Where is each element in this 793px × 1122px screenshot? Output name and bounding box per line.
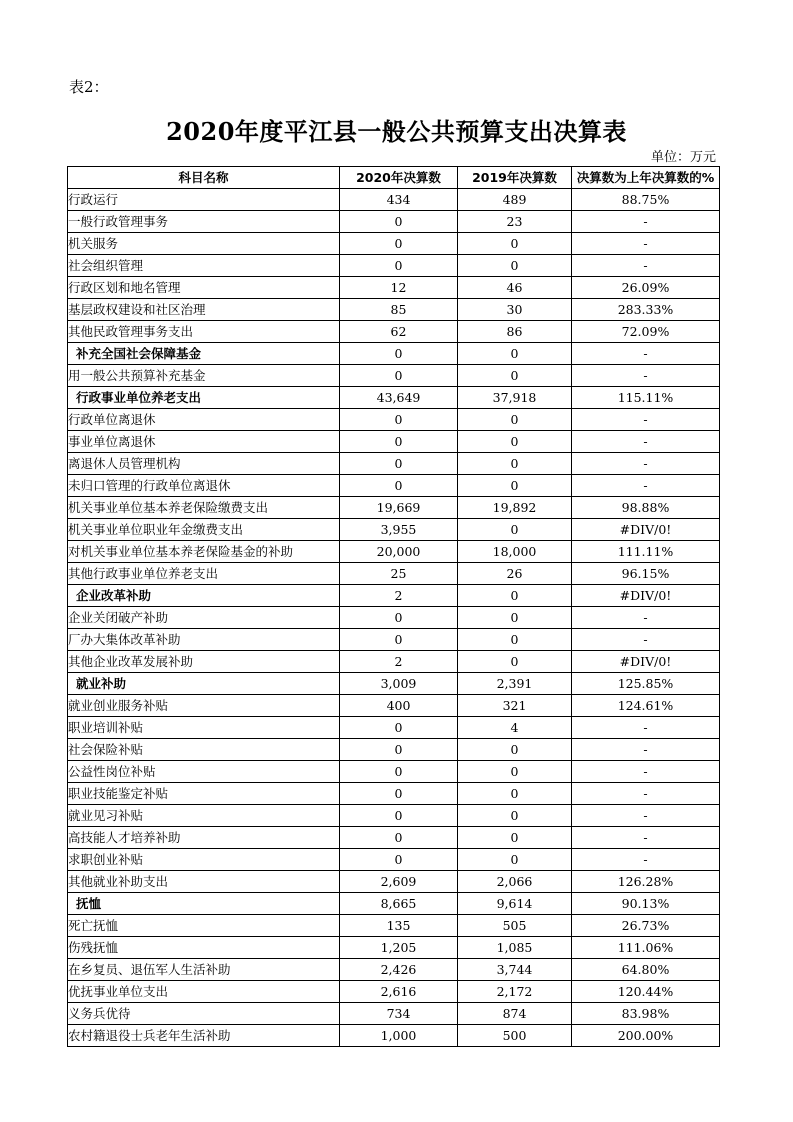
- subject-cell: 行政单位离退休: [68, 409, 340, 431]
- table-row: [68, 189, 720, 211]
- amount-2019-cell: 0: [458, 365, 572, 387]
- subject-cell: 行政运行: [68, 189, 340, 211]
- subject-cell: 行政区划和地名管理: [68, 277, 340, 299]
- amount-2019-cell: 489: [458, 189, 572, 211]
- subject-cell: 优抚事业单位支出: [68, 981, 340, 1003]
- amount-2020-cell: 0: [340, 255, 458, 277]
- ratio-cell: #DIV/0!: [572, 651, 720, 673]
- table-row: [68, 761, 720, 783]
- amount-2019-cell: 0: [458, 607, 572, 629]
- amount-2020-cell: 0: [340, 805, 458, 827]
- amount-2019-cell: 874: [458, 1003, 572, 1025]
- ratio-cell: 283.33%: [572, 299, 720, 321]
- ratio-cell: -: [572, 255, 720, 277]
- table-row: [68, 717, 720, 739]
- amount-2020-cell: 2,609: [340, 871, 458, 893]
- amount-2019-cell: 1,085: [458, 937, 572, 959]
- amount-2020-cell: 0: [340, 343, 458, 365]
- table-row: [68, 783, 720, 805]
- subject-cell: 社会组织管理: [68, 255, 340, 277]
- ratio-cell: 111.06%: [572, 937, 720, 959]
- subject-cell: 其他行政事业单位养老支出: [68, 563, 340, 585]
- ratio-cell: #DIV/0!: [572, 519, 720, 541]
- subject-cell: 其他就业补助支出: [68, 871, 340, 893]
- table-row: [68, 497, 720, 519]
- ratio-cell: 88.75%: [572, 189, 720, 211]
- table-row: [68, 1025, 720, 1047]
- amount-2019-cell: 0: [458, 233, 572, 255]
- amount-2020-cell: 734: [340, 1003, 458, 1025]
- amount-2020-cell: 25: [340, 563, 458, 585]
- amount-2019-cell: 0: [458, 519, 572, 541]
- table-row: [68, 541, 720, 563]
- amount-2019-cell: 0: [458, 827, 572, 849]
- subject-cell: 就业见习补贴: [68, 805, 340, 827]
- subject-cell: 义务兵优待: [68, 1003, 340, 1025]
- ratio-cell: -: [572, 849, 720, 871]
- ratio-cell: -: [572, 211, 720, 233]
- table-row: [68, 937, 720, 959]
- ratio-cell: -: [572, 409, 720, 431]
- amount-2020-cell: 12: [340, 277, 458, 299]
- column-header-ratio: 决算数为上年决算数的%: [572, 167, 720, 189]
- amount-2020-cell: 19,669: [340, 497, 458, 519]
- table-header-row: [68, 167, 720, 189]
- ratio-cell: 83.98%: [572, 1003, 720, 1025]
- table-row: [68, 431, 720, 453]
- subject-cell: 职业培训补贴: [68, 717, 340, 739]
- ratio-cell: -: [572, 761, 720, 783]
- amount-2019-cell: 2,391: [458, 673, 572, 695]
- amount-2019-cell: 0: [458, 453, 572, 475]
- ratio-cell: -: [572, 233, 720, 255]
- ratio-cell: -: [572, 431, 720, 453]
- amount-2020-cell: 0: [340, 409, 458, 431]
- ratio-cell: -: [572, 783, 720, 805]
- table-category-row: [68, 893, 720, 915]
- subject-cell: 高技能人才培养补助: [68, 827, 340, 849]
- amount-2020-cell: 43,649: [340, 387, 458, 409]
- ratio-cell: -: [572, 717, 720, 739]
- ratio-cell: 111.11%: [572, 541, 720, 563]
- subject-cell: 机关事业单位基本养老保险缴费支出: [68, 497, 340, 519]
- budget-table: [67, 166, 720, 1047]
- subject-cell: 离退休人员管理机构: [68, 453, 340, 475]
- ratio-cell: -: [572, 453, 720, 475]
- amount-2019-cell: 4: [458, 717, 572, 739]
- table-row: [68, 277, 720, 299]
- subject-cell: 其他民政管理事务支出: [68, 321, 340, 343]
- amount-2019-cell: 86: [458, 321, 572, 343]
- amount-2019-cell: 0: [458, 849, 572, 871]
- table-row: [68, 211, 720, 233]
- table-row: [68, 981, 720, 1003]
- table-category-row: [68, 585, 720, 607]
- table-row: [68, 739, 720, 761]
- table-row: [68, 695, 720, 717]
- subject-cell: 未归口管理的行政单位离退休: [68, 475, 340, 497]
- amount-2020-cell: 85: [340, 299, 458, 321]
- amount-2019-cell: 30: [458, 299, 572, 321]
- subject-cell: 企业改革补助: [68, 585, 340, 607]
- amount-2020-cell: 0: [340, 607, 458, 629]
- amount-2020-cell: 62: [340, 321, 458, 343]
- table-row: [68, 805, 720, 827]
- amount-2020-cell: 0: [340, 827, 458, 849]
- subject-cell: 就业创业服务补贴: [68, 695, 340, 717]
- amount-2020-cell: 0: [340, 783, 458, 805]
- ratio-cell: 72.09%: [572, 321, 720, 343]
- subject-cell: 事业单位离退休: [68, 431, 340, 453]
- amount-2019-cell: 37,918: [458, 387, 572, 409]
- table-row: [68, 563, 720, 585]
- subject-cell: 农村籍退役士兵老年生活补助: [68, 1025, 340, 1047]
- subject-cell: 基层政权建设和社区治理: [68, 299, 340, 321]
- amount-2019-cell: 0: [458, 739, 572, 761]
- amount-2020-cell: 0: [340, 365, 458, 387]
- column-header-2020: 2020年决算数: [340, 167, 458, 189]
- subject-cell: 伤残抚恤: [68, 937, 340, 959]
- amount-2019-cell: 23: [458, 211, 572, 233]
- amount-2020-cell: 3,009: [340, 673, 458, 695]
- ratio-cell: -: [572, 739, 720, 761]
- table-row: [68, 409, 720, 431]
- subject-cell: 用一般公共预算补充基金: [68, 365, 340, 387]
- amount-2020-cell: 0: [340, 717, 458, 739]
- amount-2020-cell: 434: [340, 189, 458, 211]
- ratio-cell: 115.11%: [572, 387, 720, 409]
- ratio-cell: -: [572, 343, 720, 365]
- subject-cell: 职业技能鉴定补贴: [68, 783, 340, 805]
- column-header-subject: 科目名称: [68, 167, 340, 189]
- amount-2019-cell: 0: [458, 409, 572, 431]
- ratio-cell: #DIV/0!: [572, 585, 720, 607]
- amount-2019-cell: 19,892: [458, 497, 572, 519]
- amount-2019-cell: 18,000: [458, 541, 572, 563]
- amount-2020-cell: 0: [340, 475, 458, 497]
- ratio-cell: -: [572, 827, 720, 849]
- amount-2020-cell: 0: [340, 233, 458, 255]
- amount-2019-cell: 0: [458, 255, 572, 277]
- table-row: [68, 255, 720, 277]
- table-row: [68, 849, 720, 871]
- amount-2020-cell: 3,955: [340, 519, 458, 541]
- ratio-cell: -: [572, 365, 720, 387]
- subject-cell: 公益性岗位补贴: [68, 761, 340, 783]
- table-row: [68, 915, 720, 937]
- table-row: [68, 475, 720, 497]
- amount-2019-cell: 3,744: [458, 959, 572, 981]
- amount-2019-cell: 0: [458, 783, 572, 805]
- table-row: [68, 871, 720, 893]
- page-title: 2020年度平江县一般公共预算支出决算表: [166, 117, 627, 146]
- subject-cell: 就业补助: [68, 673, 340, 695]
- amount-2019-cell: 0: [458, 629, 572, 651]
- amount-2020-cell: 0: [340, 739, 458, 761]
- table-category-row: [68, 673, 720, 695]
- amount-2019-cell: 0: [458, 343, 572, 365]
- amount-2020-cell: 2,616: [340, 981, 458, 1003]
- subject-cell: 机关服务: [68, 233, 340, 255]
- amount-2019-cell: 500: [458, 1025, 572, 1047]
- table-row: [68, 629, 720, 651]
- table-row: [68, 453, 720, 475]
- ratio-cell: 200.00%: [572, 1025, 720, 1047]
- subject-cell: 求职创业补贴: [68, 849, 340, 871]
- ratio-cell: 26.09%: [572, 277, 720, 299]
- amount-2020-cell: 0: [340, 431, 458, 453]
- amount-2019-cell: 0: [458, 805, 572, 827]
- ratio-cell: 64.80%: [572, 959, 720, 981]
- ratio-cell: 90.13%: [572, 893, 720, 915]
- amount-2020-cell: 0: [340, 761, 458, 783]
- table-row: [68, 959, 720, 981]
- subject-cell: 补充全国社会保障基金: [68, 343, 340, 365]
- ratio-cell: 98.88%: [572, 497, 720, 519]
- table-row: [68, 233, 720, 255]
- amount-2020-cell: 0: [340, 629, 458, 651]
- table-row: [68, 299, 720, 321]
- table-row: [68, 1003, 720, 1025]
- subject-cell: 其他企业改革发展补助: [68, 651, 340, 673]
- subject-cell: 在乡复员、退伍军人生活补助: [68, 959, 340, 981]
- ratio-cell: 124.61%: [572, 695, 720, 717]
- amount-2019-cell: 0: [458, 585, 572, 607]
- table-row: [68, 607, 720, 629]
- amount-2019-cell: 26: [458, 563, 572, 585]
- amount-2019-cell: 321: [458, 695, 572, 717]
- table-category-row: [68, 387, 720, 409]
- amount-2019-cell: 2,172: [458, 981, 572, 1003]
- table-row: [68, 827, 720, 849]
- amount-2019-cell: 0: [458, 761, 572, 783]
- subject-cell: 企业关闭破产补助: [68, 607, 340, 629]
- table-row: [68, 365, 720, 387]
- subject-cell: 对机关事业单位基本养老保险基金的补助: [68, 541, 340, 563]
- amount-2019-cell: 0: [458, 475, 572, 497]
- table-row: [68, 519, 720, 541]
- column-header-2019: 2019年决算数: [458, 167, 572, 189]
- amount-2019-cell: 505: [458, 915, 572, 937]
- ratio-cell: 125.85%: [572, 673, 720, 695]
- ratio-cell: -: [572, 475, 720, 497]
- ratio-cell: 26.73%: [572, 915, 720, 937]
- amount-2019-cell: 0: [458, 431, 572, 453]
- subject-cell: 厂办大集体改革补助: [68, 629, 340, 651]
- amount-2020-cell: 2: [340, 585, 458, 607]
- unit-label: 单位：万元: [650, 150, 716, 165]
- amount-2020-cell: 0: [340, 453, 458, 475]
- amount-2020-cell: 20,000: [340, 541, 458, 563]
- subject-cell: 机关事业单位职业年金缴费支出: [68, 519, 340, 541]
- amount-2019-cell: 0: [458, 651, 572, 673]
- amount-2020-cell: 2,426: [340, 959, 458, 981]
- subject-cell: 一般行政管理事务: [68, 211, 340, 233]
- amount-2019-cell: 2,066: [458, 871, 572, 893]
- ratio-cell: 126.28%: [572, 871, 720, 893]
- amount-2020-cell: 1,000: [340, 1025, 458, 1047]
- ratio-cell: -: [572, 629, 720, 651]
- ratio-cell: 96.15%: [572, 563, 720, 585]
- ratio-cell: -: [572, 607, 720, 629]
- amount-2019-cell: 9,614: [458, 893, 572, 915]
- subject-cell: 死亡抚恤: [68, 915, 340, 937]
- amount-2020-cell: 0: [340, 211, 458, 233]
- amount-2020-cell: 0: [340, 849, 458, 871]
- table-number-note: 表2：: [69, 78, 109, 96]
- table-row: [68, 321, 720, 343]
- amount-2020-cell: 1,205: [340, 937, 458, 959]
- table-category-row: [68, 343, 720, 365]
- amount-2020-cell: 135: [340, 915, 458, 937]
- ratio-cell: 120.44%: [572, 981, 720, 1003]
- amount-2020-cell: 400: [340, 695, 458, 717]
- amount-2020-cell: 8,665: [340, 893, 458, 915]
- subject-cell: 社会保险补贴: [68, 739, 340, 761]
- subject-cell: 行政事业单位养老支出: [68, 387, 340, 409]
- table-row: [68, 651, 720, 673]
- amount-2019-cell: 46: [458, 277, 572, 299]
- ratio-cell: -: [572, 805, 720, 827]
- amount-2020-cell: 2: [340, 651, 458, 673]
- subject-cell: 抚恤: [68, 893, 340, 915]
